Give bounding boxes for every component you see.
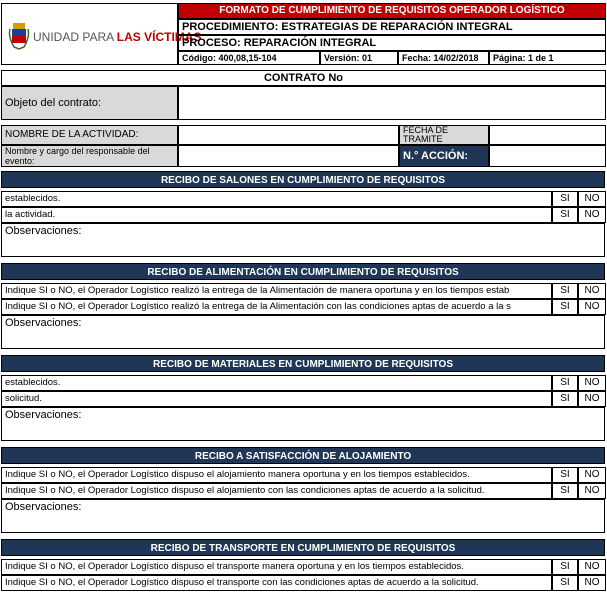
si-option[interactable]: SI <box>552 191 578 207</box>
no-option[interactable]: NO <box>578 483 606 499</box>
si-option[interactable]: SI <box>552 375 578 391</box>
accion-label: N.° ACCIÓN: <box>399 145 489 167</box>
requirement-row: Indique SI o NO, el Operador Logístico dispuso el alojamiento manera oportuna y en los tiempos establecidos. <box>1 467 552 483</box>
requirement-row: establecidos. <box>1 375 552 391</box>
requirement-row: establecidos. <box>1 191 552 207</box>
requirement-row: Indique SI o NO, el Operador Logístico realizó la entrega de la Alimentación con las condiciones aptas de acuerdo a la s <box>1 299 552 315</box>
no-option[interactable]: NO <box>578 575 606 591</box>
requirement-row: Indique SI o NO, el Operador Logístico realizó la entrega de la Alimentación de manera oportuna y en los tiempos estab <box>1 283 552 299</box>
si-option[interactable]: SI <box>552 575 578 591</box>
observaciones-field[interactable]: Observaciones: <box>1 407 605 441</box>
form-title: FORMATO DE CUMPLIMIENTO DE REQUISITOS OPERADOR LOGÍSTICO <box>178 3 606 19</box>
requirement-row: la actividad. <box>1 207 552 223</box>
pagina: Página: 1 de 1 <box>489 51 606 65</box>
si-option[interactable]: SI <box>552 207 578 223</box>
no-option[interactable]: NO <box>578 375 606 391</box>
observaciones-field[interactable]: Observaciones: <box>1 315 605 349</box>
actividad-label: NOMBRE DE LA ACTIVIDAD: <box>1 125 178 145</box>
no-option[interactable]: NO <box>578 191 606 207</box>
actividad-value[interactable] <box>178 125 399 145</box>
version: Versión: 01 <box>320 51 398 65</box>
observaciones-field[interactable]: Observaciones: <box>1 223 605 257</box>
colombia-seal-icon <box>8 21 30 51</box>
fecha: Fecha: 14/02/2018 <box>398 51 489 65</box>
logo-box <box>1 3 202 65</box>
requirement-row: Indique SI o NO, el Operador Logístico dispuso el alojamiento con las condiciones aptas de acuerdo a la solicitud. <box>1 483 552 499</box>
procedimiento: PROCEDIMIENTO: ESTRATEGIAS DE REPARACIÓN INTEGRAL <box>178 19 606 35</box>
si-option[interactable]: SI <box>552 467 578 483</box>
si-option[interactable]: SI <box>552 299 578 315</box>
fecha-tramite-label: FECHA DE TRAMITE <box>399 125 489 145</box>
no-option[interactable]: NO <box>578 467 606 483</box>
accion-value[interactable] <box>489 145 606 167</box>
section-header: RECIBO DE MATERIALES EN CUMPLIMIENTO DE REQUISITOS <box>1 355 605 372</box>
si-option[interactable]: SI <box>552 391 578 407</box>
logo-text: UNIDAD PARA LAS VÍCTIMAS <box>33 30 202 44</box>
no-option[interactable]: NO <box>578 283 606 299</box>
responsable-label: Nombre y cargo del responsable del evento: <box>1 145 178 167</box>
section-header: RECIBO A SATISFACCIÓN DE ALOJAMIENTO <box>1 447 605 464</box>
responsable-value[interactable] <box>178 145 399 167</box>
requirement-row: solicitud. <box>1 391 552 407</box>
codigo: Código: 400,08,15-104 <box>178 51 320 65</box>
no-option[interactable]: NO <box>578 207 606 223</box>
requirement-row: Indique SI o NO, el Operador Logístico dispuso el transporte con las condiciones aptas de acuerdo a la solicitud. <box>1 575 552 591</box>
objeto-label: Objeto del contrato: <box>1 86 178 120</box>
section-header: RECIBO DE SALONES EN CUMPLIMIENTO DE REQUISITOS <box>1 171 605 188</box>
si-option[interactable]: SI <box>552 483 578 499</box>
no-option[interactable]: NO <box>578 559 606 575</box>
si-option[interactable]: SI <box>552 559 578 575</box>
si-option[interactable]: SI <box>552 283 578 299</box>
contrato-label: CONTRATO No <box>1 70 606 86</box>
objeto-value[interactable] <box>178 86 606 120</box>
requirement-row: Indique SI o NO, el Operador Logístico dispuso el transporte manera oportuna y en los tiempos establecidos. <box>1 559 552 575</box>
no-option[interactable]: NO <box>578 391 606 407</box>
observaciones-field[interactable]: Observaciones: <box>1 499 605 533</box>
no-option[interactable]: NO <box>578 299 606 315</box>
section-header: RECIBO DE ALIMENTACIÓN EN CUMPLIMIENTO DE REQUISITOS <box>1 263 605 280</box>
section-header: RECIBO DE TRANSPORTE EN CUMPLIMIENTO DE REQUISITOS <box>1 539 605 556</box>
proceso: PROCESO: REPARACIÓN INTEGRAL <box>178 35 606 51</box>
fecha-tramite-value[interactable] <box>489 125 606 145</box>
